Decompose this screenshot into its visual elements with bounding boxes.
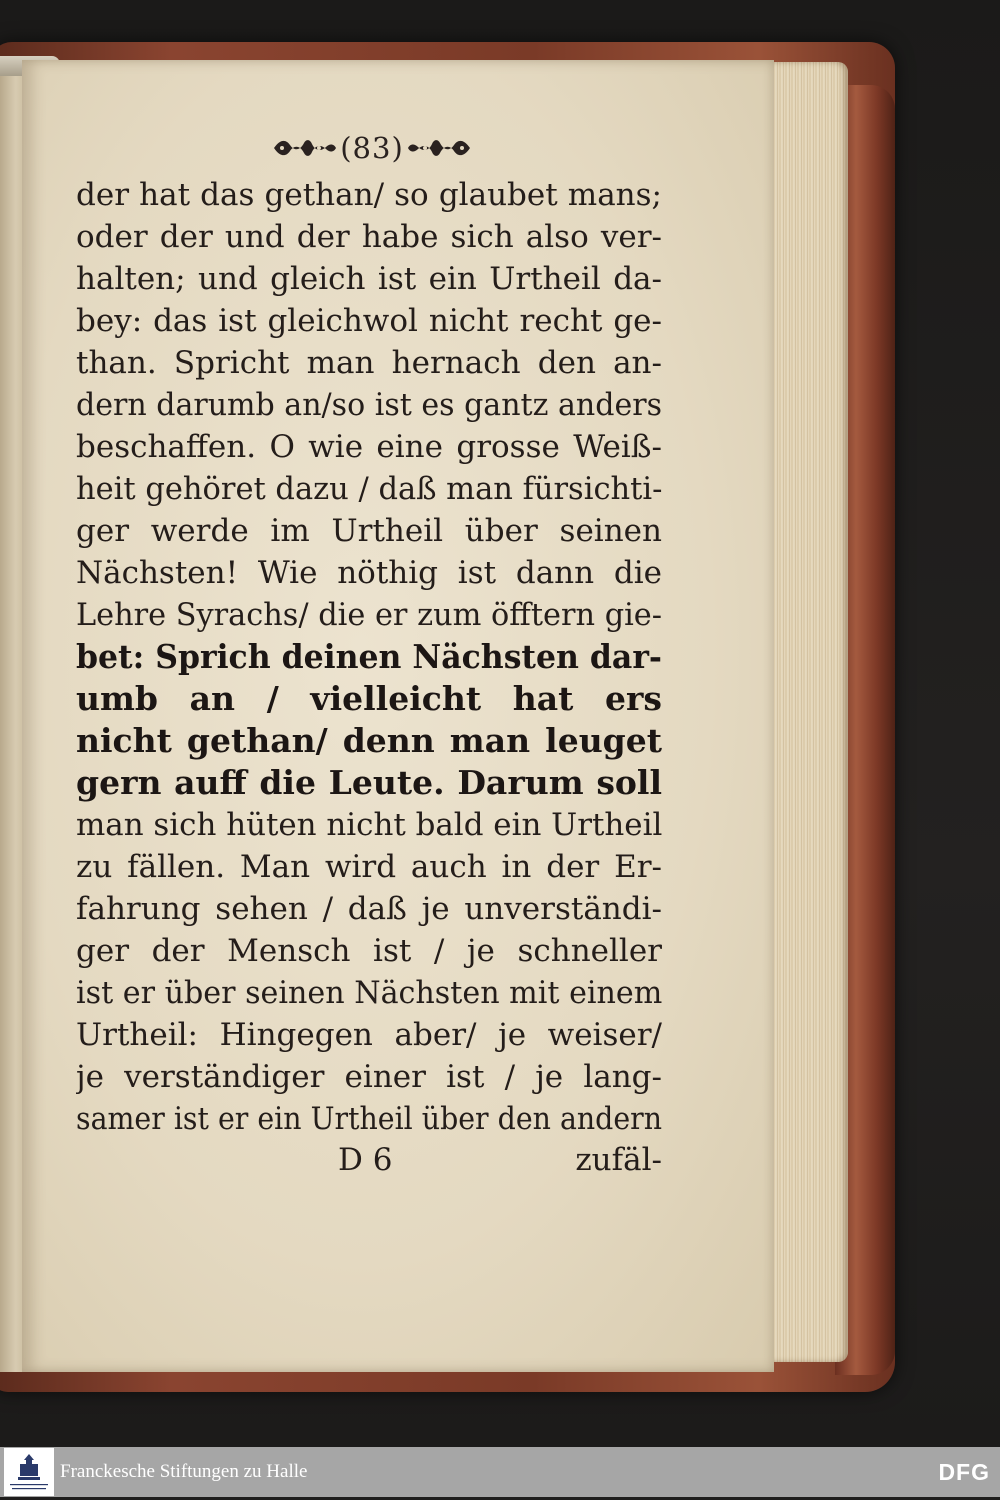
text-line: samer ist er ein Urtheil über den andern xyxy=(76,1101,662,1137)
signature-mark: D 6 xyxy=(338,1142,393,1178)
body-text xyxy=(76,174,662,1140)
text-line: halten; und gleich ist ein Urtheil da- xyxy=(76,261,662,297)
text-line: dern darumb an/so ist es gantz anders xyxy=(76,387,662,423)
text-line: Nächsten! Wie nöthig ist dann die xyxy=(76,555,662,591)
right-ornament-icon xyxy=(406,135,472,161)
text-line: gern auff die Leute. Darum soll xyxy=(76,763,662,802)
text-line: nicht gethan/ denn man leuget xyxy=(76,721,662,760)
text-line: zu fällen. Man wird auch in der Er- xyxy=(76,849,662,885)
text-line: ger der Mensch ist / je schneller xyxy=(76,933,662,969)
text-line: heit gehöret dazu / daß man fürsichti- xyxy=(76,471,662,507)
page-header xyxy=(272,128,472,168)
left-ornament-icon xyxy=(272,135,338,161)
page-number: (83) xyxy=(340,131,404,165)
dfg-logo: DFG xyxy=(938,1459,990,1485)
text-line: man sich hüten nicht bald ein Urtheil xyxy=(76,807,662,843)
text-line: Urtheil: Hingegen aber/ je weiser/ xyxy=(76,1017,662,1053)
text-line: der hat das gethan/ so glaubet mans; xyxy=(76,177,662,213)
catchword: zufäl- xyxy=(575,1142,662,1178)
institution-name: Franckesche Stiftungen zu Halle xyxy=(60,1461,308,1482)
text-line: bey: das ist gleichwol nicht recht ge- xyxy=(76,303,662,339)
text-line: beschaffen. O wie eine grosse Weiß- xyxy=(76,429,662,465)
text-line: bet: Sprich deinen Nächsten dar- xyxy=(76,637,662,676)
text-line: fahrung sehen / daß je unverständi- xyxy=(76,891,662,927)
text-line: je verständiger einer ist / je lang- xyxy=(76,1059,662,1095)
text-line: ger werde im Urtheil über seinen xyxy=(76,513,662,549)
text-line: umb an / vielleicht hat ers xyxy=(76,679,662,718)
attribution-bar xyxy=(0,1447,1000,1497)
text-line: than. Spricht man hernach den an- xyxy=(76,345,662,381)
page-footer xyxy=(76,1142,662,1184)
francke-logo-icon xyxy=(4,1448,54,1496)
text-line: ist er über seinen Nächsten mit einem xyxy=(76,975,662,1011)
text-line: oder der und der habe sich also ver- xyxy=(76,219,662,255)
text-line: Lehre Syrachs/ die er zum öfftern gie- xyxy=(76,597,662,633)
francke-logo xyxy=(4,1448,54,1496)
